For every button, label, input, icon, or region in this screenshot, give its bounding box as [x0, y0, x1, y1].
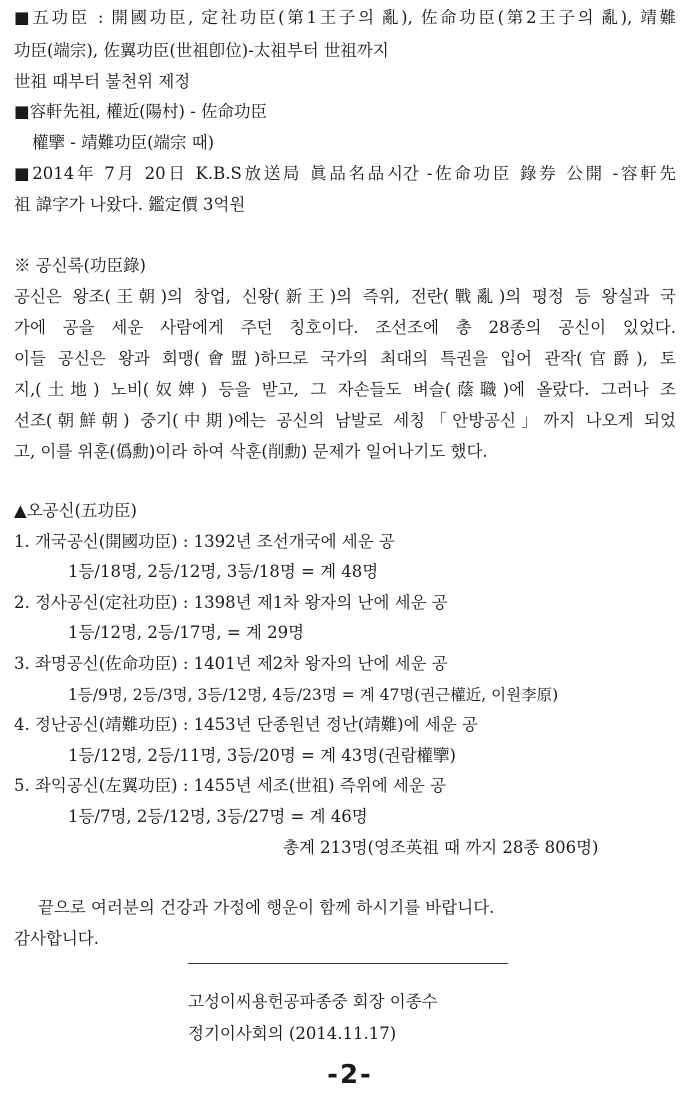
intro-line: 功臣(端宗), 佐翼功臣(世祖卽位)-太祖부터 世祖까지: [14, 41, 389, 60]
intro-line: [14, 6, 676, 30]
list-item-title: 4. 정난공신(靖難功臣) : 1453년 단종원년 정난(靖難)에 세운 공: [14, 715, 478, 734]
list-item-title: 5. 좌익공신(左翼功臣) : 1455년 세조(世祖) 즉위에 세운 공: [14, 776, 446, 795]
list-item-detail: 1등/18명, 2등/12명, 3등/18명 = 계 48명: [68, 562, 379, 581]
list-item-detail: 1등/12명, 2등/11명, 3등/20명 = 계 43명(권람權擥): [68, 746, 456, 765]
signature-name: 고성이씨용헌공파종중 회장 이종수: [188, 992, 438, 1011]
signature-divider: [188, 963, 508, 964]
intro-line: 世祖 때부터 불천위 제정: [14, 72, 191, 91]
paragraph-line: [14, 378, 676, 402]
section-heading: ▲오공신(五功臣): [14, 501, 137, 520]
intro-line: 權擥 - 靖難功臣(端宗 때): [32, 133, 215, 152]
section-heading: ※ 공신록(功臣錄): [14, 256, 146, 275]
paragraph-line: [14, 316, 676, 340]
paragraph-text: 공신은 왕조(王朝)의 창업, 신왕(新王)의 즉위, 전란(戰亂)의 평정 등 왕실과 국: [14, 287, 676, 306]
list-item-detail: 1등/12명, 2등/17명, = 계 29명: [68, 623, 305, 642]
closing-line: 감사합니다.: [14, 929, 99, 948]
paragraph-line: [14, 409, 676, 433]
closing-line: 끝으로 여러분의 건강과 가정에 행운이 함께 하시기를 바랍니다.: [38, 898, 495, 917]
intro-text: ■2014年 7月 20日 K.B.S放送局 眞品名品시간 -佐命功臣 錄券 公開 -容軒先: [14, 164, 676, 183]
list-item-title: 3. 좌명공신(佐命功臣) : 1401년 제2차 왕자의 난에 세운 공: [14, 654, 448, 673]
intro-text: ■五功臣 : 開國功臣, 定社功臣(第1王子의 亂), 佐命功臣(第2王子의 亂), 靖難: [14, 8, 676, 27]
list-item-title: 2. 정사공신(定社功臣) : 1398년 제1차 왕자의 난에 세운 공: [14, 593, 448, 612]
paragraph-text: 지,(土地) 노비(奴婢) 등을 받고, 그 자손들도 벼슬(蔭職)에 올랐다. 그러나 조: [14, 380, 676, 399]
list-item-detail: 1등/9명, 2등/3명, 3등/12명, 4등/23명 = 계 47명(권근權近, 이원李原): [68, 686, 559, 704]
paragraph-text: 이들 공신은 왕과 회맹(會盟)하므로 국가의 최대의 특권을 입어 관작(官爵), 토: [14, 349, 676, 368]
intro-line: [14, 162, 676, 186]
paragraph-text: 가에 공을 세운 사람에게 주던 칭호이다. 조선조에 총 28종의 공신이 있었다.: [14, 318, 676, 337]
intro-line: 祖 諱字가 나왔다. 鑑定價 3억원: [14, 195, 246, 214]
grand-total: 총계 213명(영조英祖 때 까지 28종 806명): [283, 838, 599, 857]
paragraph-line: [14, 347, 676, 371]
page-number: -2-: [327, 1060, 373, 1090]
paragraph-line: 고, 이를 위훈(僞勳)이라 하여 삭훈(削勳) 문제가 일어나기도 했다.: [14, 442, 488, 461]
list-item-detail: 1등/7명, 2등/12명, 3등/27명 = 계 46명: [68, 807, 368, 826]
paragraph-line: [14, 285, 676, 309]
intro-line: ■容軒先祖, 權近(陽村) - 佐命功臣: [14, 102, 268, 121]
list-item-title: 1. 개국공신(開國功臣) : 1392년 조선개국에 세운 공: [14, 532, 395, 551]
signature-meeting: 정기이사회의 (2014.11.17): [188, 1024, 397, 1043]
paragraph-text: 선조(朝鮮朝) 중기(中期)에는 공신의 남발로 세칭「안방공신」까지 나오게 되었: [14, 411, 676, 430]
